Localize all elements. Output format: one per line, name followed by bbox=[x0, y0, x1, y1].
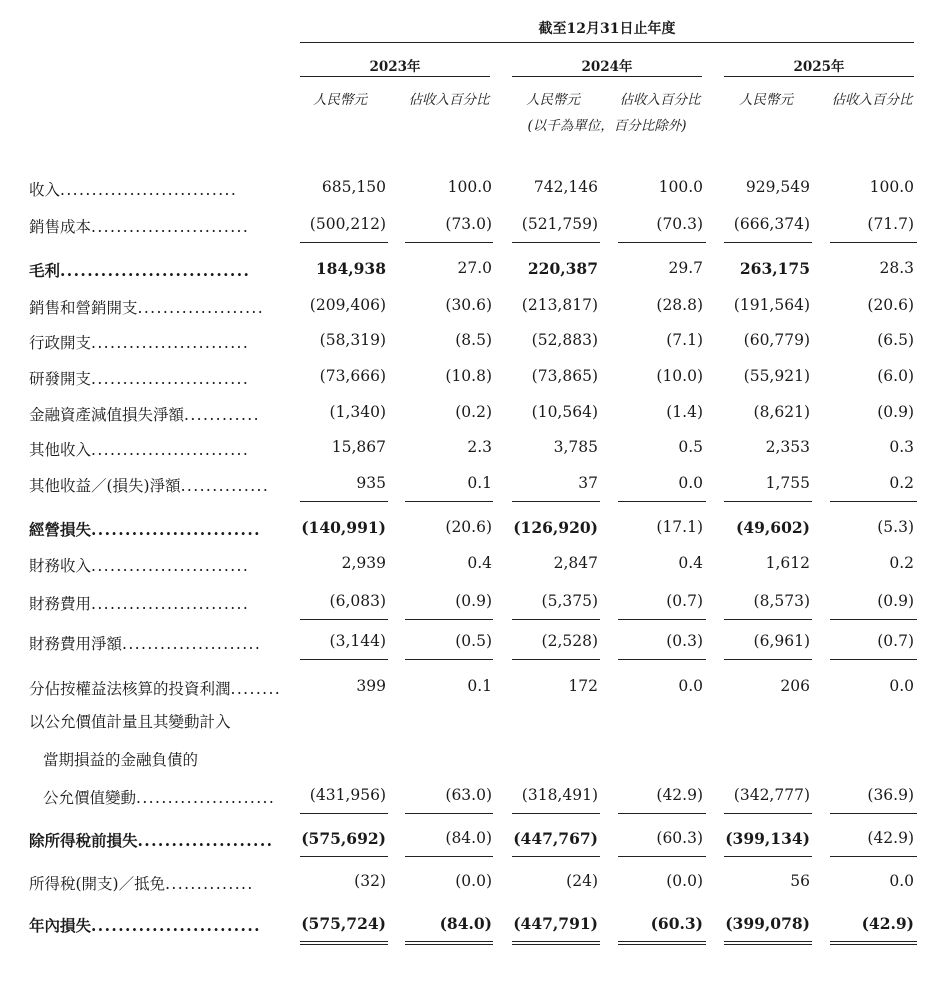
subtotal-rule bbox=[830, 659, 917, 660]
row-value: (0.2) bbox=[455, 403, 492, 421]
total-double-rule bbox=[300, 941, 388, 945]
row-value: (5,375) bbox=[541, 592, 598, 610]
header-top-rule bbox=[300, 42, 914, 43]
row-value: 263,175 bbox=[739, 259, 810, 278]
row-value: 0.1 bbox=[467, 677, 492, 695]
subtotal-rule bbox=[405, 242, 493, 243]
row-label bbox=[29, 518, 261, 540]
row-value: 2,353 bbox=[765, 438, 810, 456]
total-double-rule bbox=[830, 941, 917, 945]
total-double-rule bbox=[724, 941, 812, 945]
row-value: (60,779) bbox=[743, 331, 810, 349]
subtotal-rule bbox=[512, 856, 600, 857]
subtotal-rule bbox=[724, 242, 812, 243]
leader-dots: .................... bbox=[137, 299, 265, 317]
row-label-text: 以公允價值計量且其變動計入 bbox=[29, 713, 231, 731]
row-value: (10,564) bbox=[531, 403, 598, 421]
row-label-text: 銷售和營銷開支 bbox=[29, 299, 138, 317]
row-label-text: 財務費用淨額 bbox=[29, 635, 123, 653]
subtotal-rule bbox=[724, 501, 812, 502]
row-value: (447,767) bbox=[513, 829, 598, 848]
row-value: 2,939 bbox=[341, 554, 386, 572]
year-2024: 2024年 bbox=[581, 59, 633, 75]
row-value: 220,387 bbox=[527, 259, 598, 278]
row-value: 399 bbox=[356, 677, 386, 695]
row-label bbox=[43, 786, 275, 808]
leader-dots: ...................... bbox=[122, 635, 262, 653]
row-value: (1,340) bbox=[329, 403, 386, 421]
row-value: (342,777) bbox=[733, 786, 810, 804]
row-label bbox=[29, 178, 237, 200]
subtotal-rule bbox=[724, 659, 812, 660]
row-value: (399,078) bbox=[725, 914, 810, 933]
row-value: (318,491) bbox=[521, 786, 598, 804]
row-label-text: 財務費用 bbox=[29, 595, 92, 613]
row-value: 29.7 bbox=[668, 259, 703, 277]
row-value: 742,146 bbox=[533, 178, 598, 196]
subtotal-rule bbox=[512, 659, 600, 660]
leader-dots: ............................ bbox=[60, 181, 238, 199]
row-value: 172 bbox=[568, 677, 598, 695]
subtotal-rule bbox=[830, 619, 917, 620]
row-label-text: 當期損益的金融負債的 bbox=[43, 751, 199, 769]
row-label-text: 除所得稅前損失 bbox=[29, 831, 138, 850]
row-label-text: 所得稅(開支)／抵免 bbox=[29, 875, 166, 893]
row-value: (0.9) bbox=[877, 592, 914, 610]
row-value: (0.7) bbox=[666, 592, 703, 610]
row-value: (52,883) bbox=[531, 331, 598, 349]
leader-dots: ........ bbox=[230, 680, 282, 698]
row-value: (6,083) bbox=[329, 592, 386, 610]
subtotal-rule bbox=[618, 619, 706, 620]
row-value: (58,319) bbox=[319, 331, 386, 349]
leader-dots: ......................... bbox=[91, 595, 250, 613]
subtotal-rule bbox=[300, 813, 388, 814]
row-value: (10.8) bbox=[445, 367, 492, 385]
row-value: (575,692) bbox=[301, 829, 386, 848]
row-value: 0.0 bbox=[889, 872, 914, 890]
row-value: 15,867 bbox=[331, 438, 386, 456]
row-label bbox=[29, 829, 273, 851]
row-label bbox=[29, 403, 260, 425]
row-value: (209,406) bbox=[309, 296, 386, 314]
subtotal-rule bbox=[512, 501, 600, 502]
row-value: (5.3) bbox=[877, 518, 914, 536]
row-value: (3,144) bbox=[329, 632, 386, 650]
year-2023-rule bbox=[300, 76, 490, 77]
leader-dots: ......................... bbox=[91, 334, 250, 352]
row-label-text: 財務收入 bbox=[29, 557, 92, 575]
row-value: (6.0) bbox=[877, 367, 914, 385]
row-label-text: 公允價值變動 bbox=[43, 789, 137, 807]
row-value: (0.3) bbox=[666, 632, 703, 650]
row-value: 0.0 bbox=[678, 677, 703, 695]
leader-dots: ......................... bbox=[91, 370, 250, 388]
row-value: (70.3) bbox=[656, 215, 703, 233]
row-label-text: 研發開支 bbox=[29, 370, 92, 388]
row-label-text: 毛利 bbox=[29, 261, 61, 280]
subtotal-rule bbox=[512, 813, 600, 814]
row-value: (0.0) bbox=[455, 872, 492, 890]
row-label bbox=[29, 632, 261, 654]
row-label bbox=[29, 554, 249, 576]
row-label bbox=[29, 592, 249, 614]
row-label bbox=[29, 474, 269, 496]
row-value: 0.1 bbox=[467, 474, 492, 492]
unit-pct-2024: 佔收入百分比 bbox=[619, 92, 701, 108]
year-2025-rule bbox=[724, 76, 914, 77]
leader-dots: ............ bbox=[184, 406, 260, 424]
row-label bbox=[29, 259, 250, 281]
subtotal-rule bbox=[405, 619, 493, 620]
year-2025: 2025年 bbox=[793, 59, 845, 75]
year-2024-rule bbox=[512, 76, 702, 77]
row-label-text: 分佔按權益法核算的投資利潤 bbox=[29, 680, 231, 698]
subtotal-rule bbox=[724, 813, 812, 814]
row-value: 56 bbox=[790, 872, 810, 890]
row-label bbox=[29, 215, 249, 237]
row-value: (191,564) bbox=[733, 296, 810, 314]
row-value: (42.9) bbox=[867, 829, 914, 847]
row-value: (666,374) bbox=[733, 215, 810, 233]
row-value: (84.0) bbox=[439, 914, 492, 933]
row-value: (71.7) bbox=[867, 215, 914, 233]
subtotal-rule bbox=[300, 501, 388, 502]
row-value: (60.3) bbox=[650, 914, 703, 933]
row-value: (28.8) bbox=[656, 296, 703, 314]
row-label bbox=[29, 331, 249, 353]
row-value: (30.6) bbox=[445, 296, 492, 314]
row-value: 0.3 bbox=[889, 438, 914, 456]
leader-dots: .................... bbox=[137, 831, 274, 850]
row-value: 100.0 bbox=[658, 178, 703, 196]
row-value: (63.0) bbox=[445, 786, 492, 804]
row-value: (10.0) bbox=[656, 367, 703, 385]
subtotal-rule bbox=[512, 242, 600, 243]
unit-note: (以千為單位，百分比除外) bbox=[527, 118, 687, 134]
total-double-rule bbox=[618, 941, 706, 945]
row-label bbox=[29, 438, 249, 460]
row-value: 2,847 bbox=[553, 554, 598, 572]
subtotal-rule bbox=[830, 501, 917, 502]
row-value: 0.5 bbox=[678, 438, 703, 456]
row-value: (49,602) bbox=[736, 518, 810, 537]
row-value: (431,956) bbox=[309, 786, 386, 804]
row-value: 100.0 bbox=[869, 178, 914, 196]
row-value: 184,938 bbox=[315, 259, 386, 278]
row-value: (32) bbox=[354, 872, 386, 890]
row-value: (8,621) bbox=[753, 403, 810, 421]
row-label-text: 收入 bbox=[29, 181, 61, 199]
subtotal-rule bbox=[724, 856, 812, 857]
row-value: (0.0) bbox=[666, 872, 703, 890]
subtotal-rule bbox=[512, 619, 600, 620]
leader-dots: ............................ bbox=[60, 261, 251, 280]
subtotal-rule bbox=[300, 659, 388, 660]
row-label-text: 行政開支 bbox=[29, 334, 92, 352]
row-value: (7.1) bbox=[666, 331, 703, 349]
row-value: 2.3 bbox=[467, 438, 492, 456]
subtotal-rule bbox=[618, 856, 706, 857]
row-label-text: 年內損失 bbox=[29, 916, 92, 935]
row-label bbox=[29, 872, 254, 894]
row-value: 37 bbox=[578, 474, 598, 492]
row-value: 206 bbox=[780, 677, 810, 695]
leader-dots: ......................... bbox=[91, 520, 261, 539]
subtotal-rule bbox=[618, 813, 706, 814]
subtotal-rule bbox=[618, 242, 706, 243]
subtotal-rule bbox=[300, 619, 388, 620]
subtotal-rule bbox=[618, 659, 706, 660]
row-value: (0.9) bbox=[877, 403, 914, 421]
row-value: 0.0 bbox=[889, 677, 914, 695]
row-label-text: 金融資產減值損失淨額 bbox=[29, 406, 185, 424]
row-label-text: 銷售成本 bbox=[29, 218, 92, 236]
row-value: (213,817) bbox=[521, 296, 598, 314]
row-value: (0.5) bbox=[455, 632, 492, 650]
row-value: 0.4 bbox=[467, 554, 492, 572]
row-value: (399,134) bbox=[725, 829, 810, 848]
row-value: (8,573) bbox=[753, 592, 810, 610]
row-value: 935 bbox=[356, 474, 386, 492]
row-value: (575,724) bbox=[301, 914, 386, 933]
row-value: 685,150 bbox=[321, 178, 386, 196]
row-value: (447,791) bbox=[513, 914, 598, 933]
row-value: 0.0 bbox=[678, 474, 703, 492]
row-label bbox=[29, 914, 261, 936]
unit-rmb-2025: 人民幣元 bbox=[739, 92, 793, 108]
unit-pct-2023: 佔收入百分比 bbox=[408, 92, 490, 108]
row-value: (24) bbox=[566, 872, 598, 890]
row-value: (20.6) bbox=[445, 518, 492, 536]
subtotal-rule bbox=[405, 813, 493, 814]
row-value: 3,785 bbox=[553, 438, 598, 456]
row-value: (73.0) bbox=[445, 215, 492, 233]
row-value: 0.4 bbox=[678, 554, 703, 572]
row-label bbox=[29, 710, 231, 732]
row-label bbox=[29, 296, 264, 318]
row-value: (0.7) bbox=[877, 632, 914, 650]
leader-dots: ......................... bbox=[91, 441, 250, 459]
row-value: (73,666) bbox=[319, 367, 386, 385]
row-value: (1.4) bbox=[666, 403, 703, 421]
row-value: (2,528) bbox=[541, 632, 598, 650]
subtotal-rule bbox=[405, 501, 493, 502]
row-label bbox=[29, 367, 249, 389]
row-value: 27.0 bbox=[457, 259, 492, 277]
unit-pct-2025: 佔收入百分比 bbox=[831, 92, 913, 108]
row-value: 1,612 bbox=[765, 554, 810, 572]
row-value: (0.9) bbox=[455, 592, 492, 610]
leader-dots: .............. bbox=[180, 477, 270, 495]
subtotal-rule bbox=[830, 856, 917, 857]
subtotal-rule bbox=[300, 242, 388, 243]
row-value: (8.5) bbox=[455, 331, 492, 349]
row-value: (20.6) bbox=[867, 296, 914, 314]
row-value: (521,759) bbox=[521, 215, 598, 233]
subtotal-rule bbox=[618, 501, 706, 502]
leader-dots: .............. bbox=[165, 875, 254, 893]
unit-rmb-2024: 人民幣元 bbox=[526, 92, 580, 108]
period-title: 截至12月31日止年度 bbox=[538, 21, 676, 37]
row-value: (126,920) bbox=[513, 518, 598, 537]
subtotal-rule bbox=[300, 856, 388, 857]
row-value: 0.2 bbox=[889, 554, 914, 572]
year-2023: 2023年 bbox=[369, 59, 421, 75]
total-double-rule bbox=[512, 941, 600, 945]
subtotal-rule bbox=[830, 813, 917, 814]
row-label bbox=[43, 748, 198, 770]
row-value: (55,921) bbox=[743, 367, 810, 385]
total-double-rule bbox=[405, 941, 493, 945]
row-value: 1,755 bbox=[765, 474, 810, 492]
row-label-text: 其他收益／(損失)淨額 bbox=[29, 477, 181, 495]
unit-rmb-2023: 人民幣元 bbox=[313, 92, 367, 108]
row-value: (17.1) bbox=[656, 518, 703, 536]
row-value: (42.9) bbox=[656, 786, 703, 804]
subtotal-rule bbox=[405, 856, 493, 857]
row-value: (73,865) bbox=[531, 367, 598, 385]
row-value: (36.9) bbox=[867, 786, 914, 804]
row-value: (500,212) bbox=[309, 215, 386, 233]
row-value: 28.3 bbox=[879, 259, 914, 277]
row-label bbox=[29, 677, 281, 699]
row-value: 0.2 bbox=[889, 474, 914, 492]
row-value: (84.0) bbox=[445, 829, 492, 847]
row-value: 929,549 bbox=[745, 178, 810, 196]
row-value: (42.9) bbox=[861, 914, 914, 933]
leader-dots: ......................... bbox=[91, 557, 250, 575]
row-value: (140,991) bbox=[301, 518, 386, 537]
row-value: (6,961) bbox=[753, 632, 810, 650]
row-value: (6.5) bbox=[877, 331, 914, 349]
leader-dots: ...................... bbox=[136, 789, 276, 807]
subtotal-rule bbox=[724, 619, 812, 620]
row-label-text: 經營損失 bbox=[29, 520, 92, 539]
leader-dots: ......................... bbox=[91, 916, 261, 935]
row-label-text: 其他收入 bbox=[29, 441, 92, 459]
subtotal-rule bbox=[405, 659, 493, 660]
row-value: 100.0 bbox=[447, 178, 492, 196]
leader-dots: ......................... bbox=[91, 218, 250, 236]
row-value: (60.3) bbox=[656, 829, 703, 847]
subtotal-rule bbox=[830, 242, 917, 243]
